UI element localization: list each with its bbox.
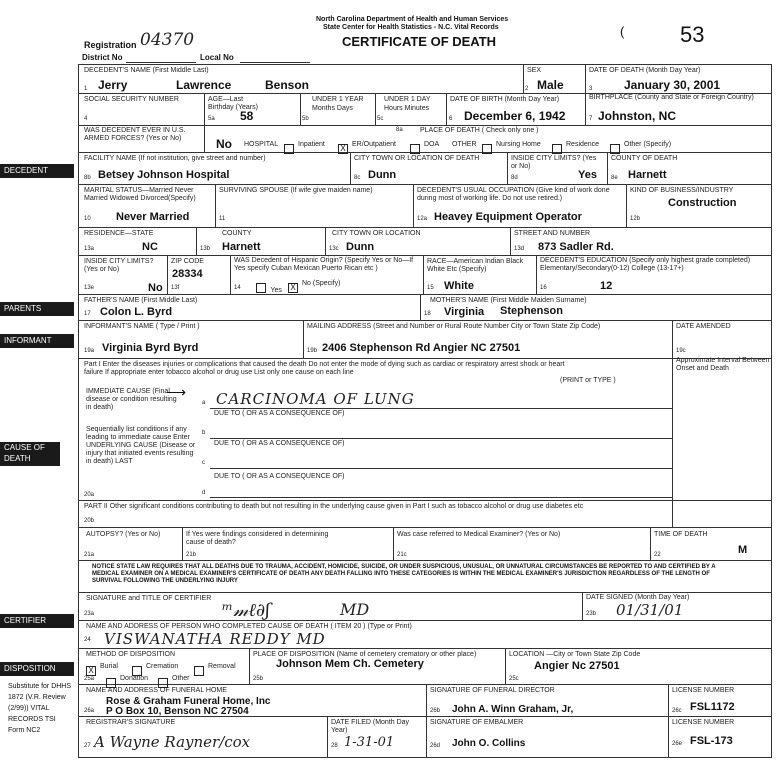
county-of-death-label: COUNTY OF DEATH <box>611 155 678 162</box>
date-filed-label: DATE FILED (Month Day Year) <box>331 719 410 734</box>
method-label: METHOD OF DISPOSITION <box>86 651 176 658</box>
decedent-name-label: DECEDENT'S NAME (First Middle Last) <box>84 67 209 74</box>
hispanic-yes-checkbox[interactable]: Yes <box>256 279 282 297</box>
side-label-parents: PARENTS <box>0 302 74 316</box>
certifier-signature-label: SIGNATURE and TITLE OF CERTIFIER <box>86 595 212 602</box>
time-of-death-label: TIME OF DEATH <box>654 531 708 538</box>
hispanic-value: No (Specify) <box>302 280 341 287</box>
place-of-death-label: PLACE OF DEATH ( Check only one ) <box>420 127 539 134</box>
date-filed-value: 1-31-01 <box>344 735 395 750</box>
due-to-c: DUE TO ( OR AS A CONSEQUENCE OF) <box>214 473 345 480</box>
armed-forces-value: No <box>216 137 232 151</box>
informant-label: INFORMANT'S NAME ( Type / Print ) <box>84 323 200 330</box>
page-mark: 53 <box>680 22 705 47</box>
dob-label: DATE OF BIRTH (Month Day Year) <box>450 96 560 103</box>
donation-label: Donation <box>120 675 149 682</box>
disposition-place-value: Johnson Mem Ch. Cemetery <box>276 658 424 670</box>
place-option-other: OTHER <box>452 141 477 148</box>
due-to-a: DUE TO ( OR AS A CONSEQUENCE OF) <box>214 410 345 417</box>
father-label: FATHER'S NAME (First Middle Last) <box>84 297 198 304</box>
license-label: LICENSE NUMBER <box>672 687 735 694</box>
under-1-year-sub: Months Days <box>312 105 353 112</box>
date-signed-value: 01/31/01 <box>616 601 684 619</box>
birthplace-label: BIRTHPLACE (County and State or Foreign Country) <box>589 94 754 101</box>
inside-city-value: Yes <box>578 169 597 181</box>
part-two-label: PART II Other significant conditions contributing to death but not resulting in the underlying cause given in Part I such as tobacco alcohol or drug use diabetes etc <box>84 503 584 510</box>
corner-tick: ( <box>620 24 625 39</box>
armed-forces-label: WAS DECEDENT EVER IN U.S. ARMED FORCES? (Yes or No) <box>84 127 186 142</box>
due-to-b: DUE TO ( OR AS A CONSEQUENCE OF) <box>214 440 345 447</box>
cremation-label: Cremation <box>146 663 179 670</box>
me-referral-label: Was case referred to Medical Examiner? (Yes or No) <box>397 531 561 538</box>
completer-label: NAME AND ADDRESS OF PERSON WHO COMPLETED CAUSE OF DEATH ( ITEM 20 ) (Type or Print) <box>86 623 412 630</box>
street-value: 873 Sadler Rd. <box>538 241 614 253</box>
disposition-location-value: Angier Nc 27501 <box>534 660 620 672</box>
decedent-last-name: Benson <box>265 78 310 92</box>
under-1-year-label: UNDER 1 YEAR <box>312 96 364 103</box>
res-inside-value: No <box>148 282 163 294</box>
mother-label: MOTHER'S NAME (First Middle Maiden Surname) <box>430 297 587 304</box>
sex-value: Male <box>537 78 564 92</box>
immediate-cause-label: IMMEDIATE CAUSE (Final disease or condition resulting in death) <box>86 388 177 411</box>
business-value: Construction <box>668 197 737 209</box>
father-value: Colon L. Byrd <box>100 306 173 318</box>
time-of-death-suffix: M <box>738 544 748 556</box>
res-state-value: NC <box>142 241 158 253</box>
embalmer-value: John O. Collins <box>452 738 526 749</box>
education-label: DECEDENT'S EDUCATION (Specify only highest grade completed) Elementary/Secondary(0-12) College (13-17+) <box>540 257 751 272</box>
race-value: White <box>444 280 474 292</box>
age-value: 58 <box>240 109 254 123</box>
license2-value: FSL-173 <box>690 735 733 747</box>
certifier-signature-value: MD <box>340 600 370 619</box>
side-label-disposition: DISPOSITION <box>0 662 74 676</box>
embalmer-label: SIGNATURE OF EMBALMER <box>430 719 524 726</box>
registrar-label: REGISTRAR'S SIGNATURE <box>86 719 176 726</box>
under-1-day-sub: Hours Minutes <box>384 105 430 112</box>
certificate-title: CERTIFICATE OF DEATH <box>342 34 497 49</box>
place-option-other-specify: Other (Specify) <box>624 141 672 148</box>
facility-value: Betsey Johnson Hospital <box>98 169 230 181</box>
decedent-middle-name: Lawrence <box>176 78 232 92</box>
decedent-first-name: Jerry <box>98 78 128 92</box>
removal-label: Removal <box>208 663 236 670</box>
zip-label: ZIP CODE <box>171 258 204 265</box>
under-1-day-label: UNDER 1 DAY <box>384 96 431 103</box>
zip-value: 28334 <box>172 268 203 280</box>
race-label: RACE—American Indian Black White Etc (Specify) <box>427 258 524 273</box>
inside-city-label: INSIDE CITY LIMITS? (Yes or No) <box>511 155 597 170</box>
print-note: (PRINT or TYPE ) <box>560 377 616 384</box>
funeral-home-line1: Rose & Graham Funeral Home, Inc <box>106 696 271 707</box>
street-label: STREET AND NUMBER <box>514 230 591 237</box>
local-label: Local No <box>200 53 234 62</box>
side-label-decedent: DECEDENT <box>0 164 74 178</box>
funeral-home-line2: P O Box 10, Benson NC 27504 <box>106 706 249 717</box>
date-of-death-value: January 30, 2001 <box>624 78 721 92</box>
side-label-cause: CAUSE OF DEATH <box>0 442 60 466</box>
date-amended-label: DATE AMENDED <box>676 323 731 330</box>
funeral-director-label: SIGNATURE OF FUNERAL DIRECTOR <box>430 687 555 694</box>
spouse-label: SURVIVING SPOUSE (If wife give maiden name) <box>219 187 373 194</box>
license-value: FSL1172 <box>690 701 735 713</box>
district-label: District No <box>82 53 123 62</box>
notice-text: NOTICE STATE LAW REQUIRES THAT ALL DEATHS DUE TO TRAUMA, ACCIDENT, HOMICIDE, SUICIDE, OR UNDER SUSPICIOUS, UNUSUAL, OR UNNATURAL CIRCUMSTANCES BE REPORTED TO AND CERTIFIED BY A MEDICAL EXAMINER ON A MEDICAL EXAMINER'S CERTIFICATE OF DEATH ANY DEATH FALLING INTO THESE CATEGORIES IS WITHIN THE MEDICAL EXAMINER'S JURISDICTION REGARDLESS OF THE LENGTH OF SURVIVAL FOLLOWING THE UNDERLYING INJURY <box>92 564 716 584</box>
marital-label: MARITAL STATUS—Married Never Married Widowed Divorced(Specify) <box>84 187 196 202</box>
informant-address-label: MAILING ADDRESS (Street and Number or Rural Route Number City or Town State Zip Code) <box>307 323 601 330</box>
place-inpatient-checkbox[interactable] <box>284 140 294 158</box>
removal-checkbox[interactable] <box>194 662 204 680</box>
sex-label: SEX <box>527 67 542 74</box>
facility-label: FACILITY NAME (If not institution, give street and number) <box>84 155 266 162</box>
registration-label: Registration <box>84 40 137 50</box>
sequential-label: Sequentially list conditions if any leading to immediate cause Enter UNDERLYING CAUSE (Disease or injury that initiated events resulting in death) LAST <box>86 426 196 465</box>
registration-number: 04370 <box>140 30 195 50</box>
certifier-signature-scrawl: ᵐ𝓂ℓ∂ʃ <box>222 600 271 621</box>
ssn-label: SOCIAL SECURITY NUMBER <box>84 96 179 103</box>
place-er-checkbox[interactable]: X <box>338 140 348 158</box>
res-state-label: RESIDENCE—STATE <box>84 230 154 237</box>
place-option-residence: Residence <box>566 141 600 148</box>
age-label: AGE—Last Birthday (Years) <box>208 96 258 111</box>
registrar-signature: A Wayne Rayner/cox <box>94 733 251 751</box>
other-method-label: Other <box>172 675 190 682</box>
dept-title: North Carolina Department of Health and Human Services <box>316 16 509 23</box>
form-footer-note: Substitute for DHHS 1872 (V.R. Review (2/99)) VITAL RECORDS TSI Form NC2 <box>8 683 72 734</box>
place-option-hospital: HOSPITAL <box>244 141 279 148</box>
center-title: State Center for Health Statistics - N.C. Vital Records <box>323 24 499 31</box>
disposition-location-label: LOCATION —City or Town State Zip Code <box>509 651 641 658</box>
education-value: 12 <box>600 280 613 292</box>
findings-label: If Yes were findings considered in determining cause of death? <box>186 531 329 546</box>
license2-label: LICENSE NUMBER <box>672 719 735 726</box>
completer-value: VISWANATHA REDDY MD <box>104 630 326 648</box>
side-label-informant: INFORMANT <box>0 334 74 348</box>
place-nursing-checkbox[interactable] <box>482 140 492 158</box>
funeral-director-value: John A. Winn Graham, Jr, <box>452 704 574 715</box>
part-one-instructions: Part I Enter the diseases injuries or complications that caused the death Do not enter the mode of dying such as cardiac or respiratory arrest shock or heart failure If appropriate enter tobacco alcohol or drug use List only one cause on each line <box>84 361 565 376</box>
dob-value: December 6, 1942 <box>464 109 566 123</box>
occupation-label: DECEDENT'S USUAL OCCUPATION (Give kind of work done during most of working life. Do not use retired.) <box>417 187 610 202</box>
res-city-value: Dunn <box>346 241 375 253</box>
side-label-certifier: CERTIFIER <box>0 614 74 628</box>
county-of-death-value: Harnett <box>628 169 667 181</box>
informant-address-value: 2406 Stephenson Rd Angier NC 27501 <box>322 342 521 354</box>
res-county-label: COUNTY <box>222 230 252 237</box>
occupation-value: Heavey Equipment Operator <box>434 211 582 223</box>
place-option-er: ER/Outpatient <box>352 141 396 148</box>
arrow-icon: ⟶ <box>166 384 187 400</box>
burial-label: Burial <box>100 663 118 670</box>
place-option-doa: DOA <box>424 141 440 148</box>
hispanic-no-checkbox[interactable]: X <box>288 279 298 297</box>
res-county-value: Harnett <box>222 241 261 253</box>
res-city-label: CITY TOWN OR LOCATION <box>332 230 421 237</box>
autopsy-label: AUTOPSY? (Yes or No) <box>86 531 161 538</box>
immediate-cause-value: CARCINOMA OF LUNG <box>216 390 415 408</box>
date-signed-label: DATE SIGNED (Month Day Year) <box>586 594 690 601</box>
mother-first-value: Virginia <box>444 306 485 318</box>
city-of-death-label: CITY TOWN OR LOCATION OF DEATH <box>354 155 480 162</box>
marital-value: Never Married <box>116 211 190 223</box>
burial-checkbox[interactable]: X <box>86 662 96 680</box>
hispanic-label: WAS Decedent of Hispanic Origin? (Specify Yes or No—If Yes specify Cuban Mexican Puerto Rican etc ) <box>234 257 414 272</box>
res-inside-label: INSIDE CITY LIMITS? (Yes or No) <box>84 258 154 273</box>
informant-value: Virginia Byrd Byrd <box>102 342 199 354</box>
business-label: KIND OF BUSINESS/INDUSTRY <box>630 187 734 194</box>
birthplace-value: Johnston, NC <box>598 109 676 123</box>
funeral-home-label: NAME AND ADDRESS OF FUNERAL HOME <box>86 687 227 694</box>
place-option-inpatient: Inpatient <box>298 141 325 148</box>
place-option-nursing: Nursing Home <box>496 141 541 148</box>
city-of-death-value: Dunn <box>368 169 397 181</box>
interval-label: Approximate Interval Between Onset and Death <box>676 357 770 372</box>
disposition-place-label: PLACE OF DISPOSITION (Name of cemetery crematory or other place) <box>253 651 477 658</box>
mother-last-value: Stephenson <box>500 305 563 317</box>
date-of-death-label: DATE OF DEATH (Month Day Year) <box>589 67 701 74</box>
